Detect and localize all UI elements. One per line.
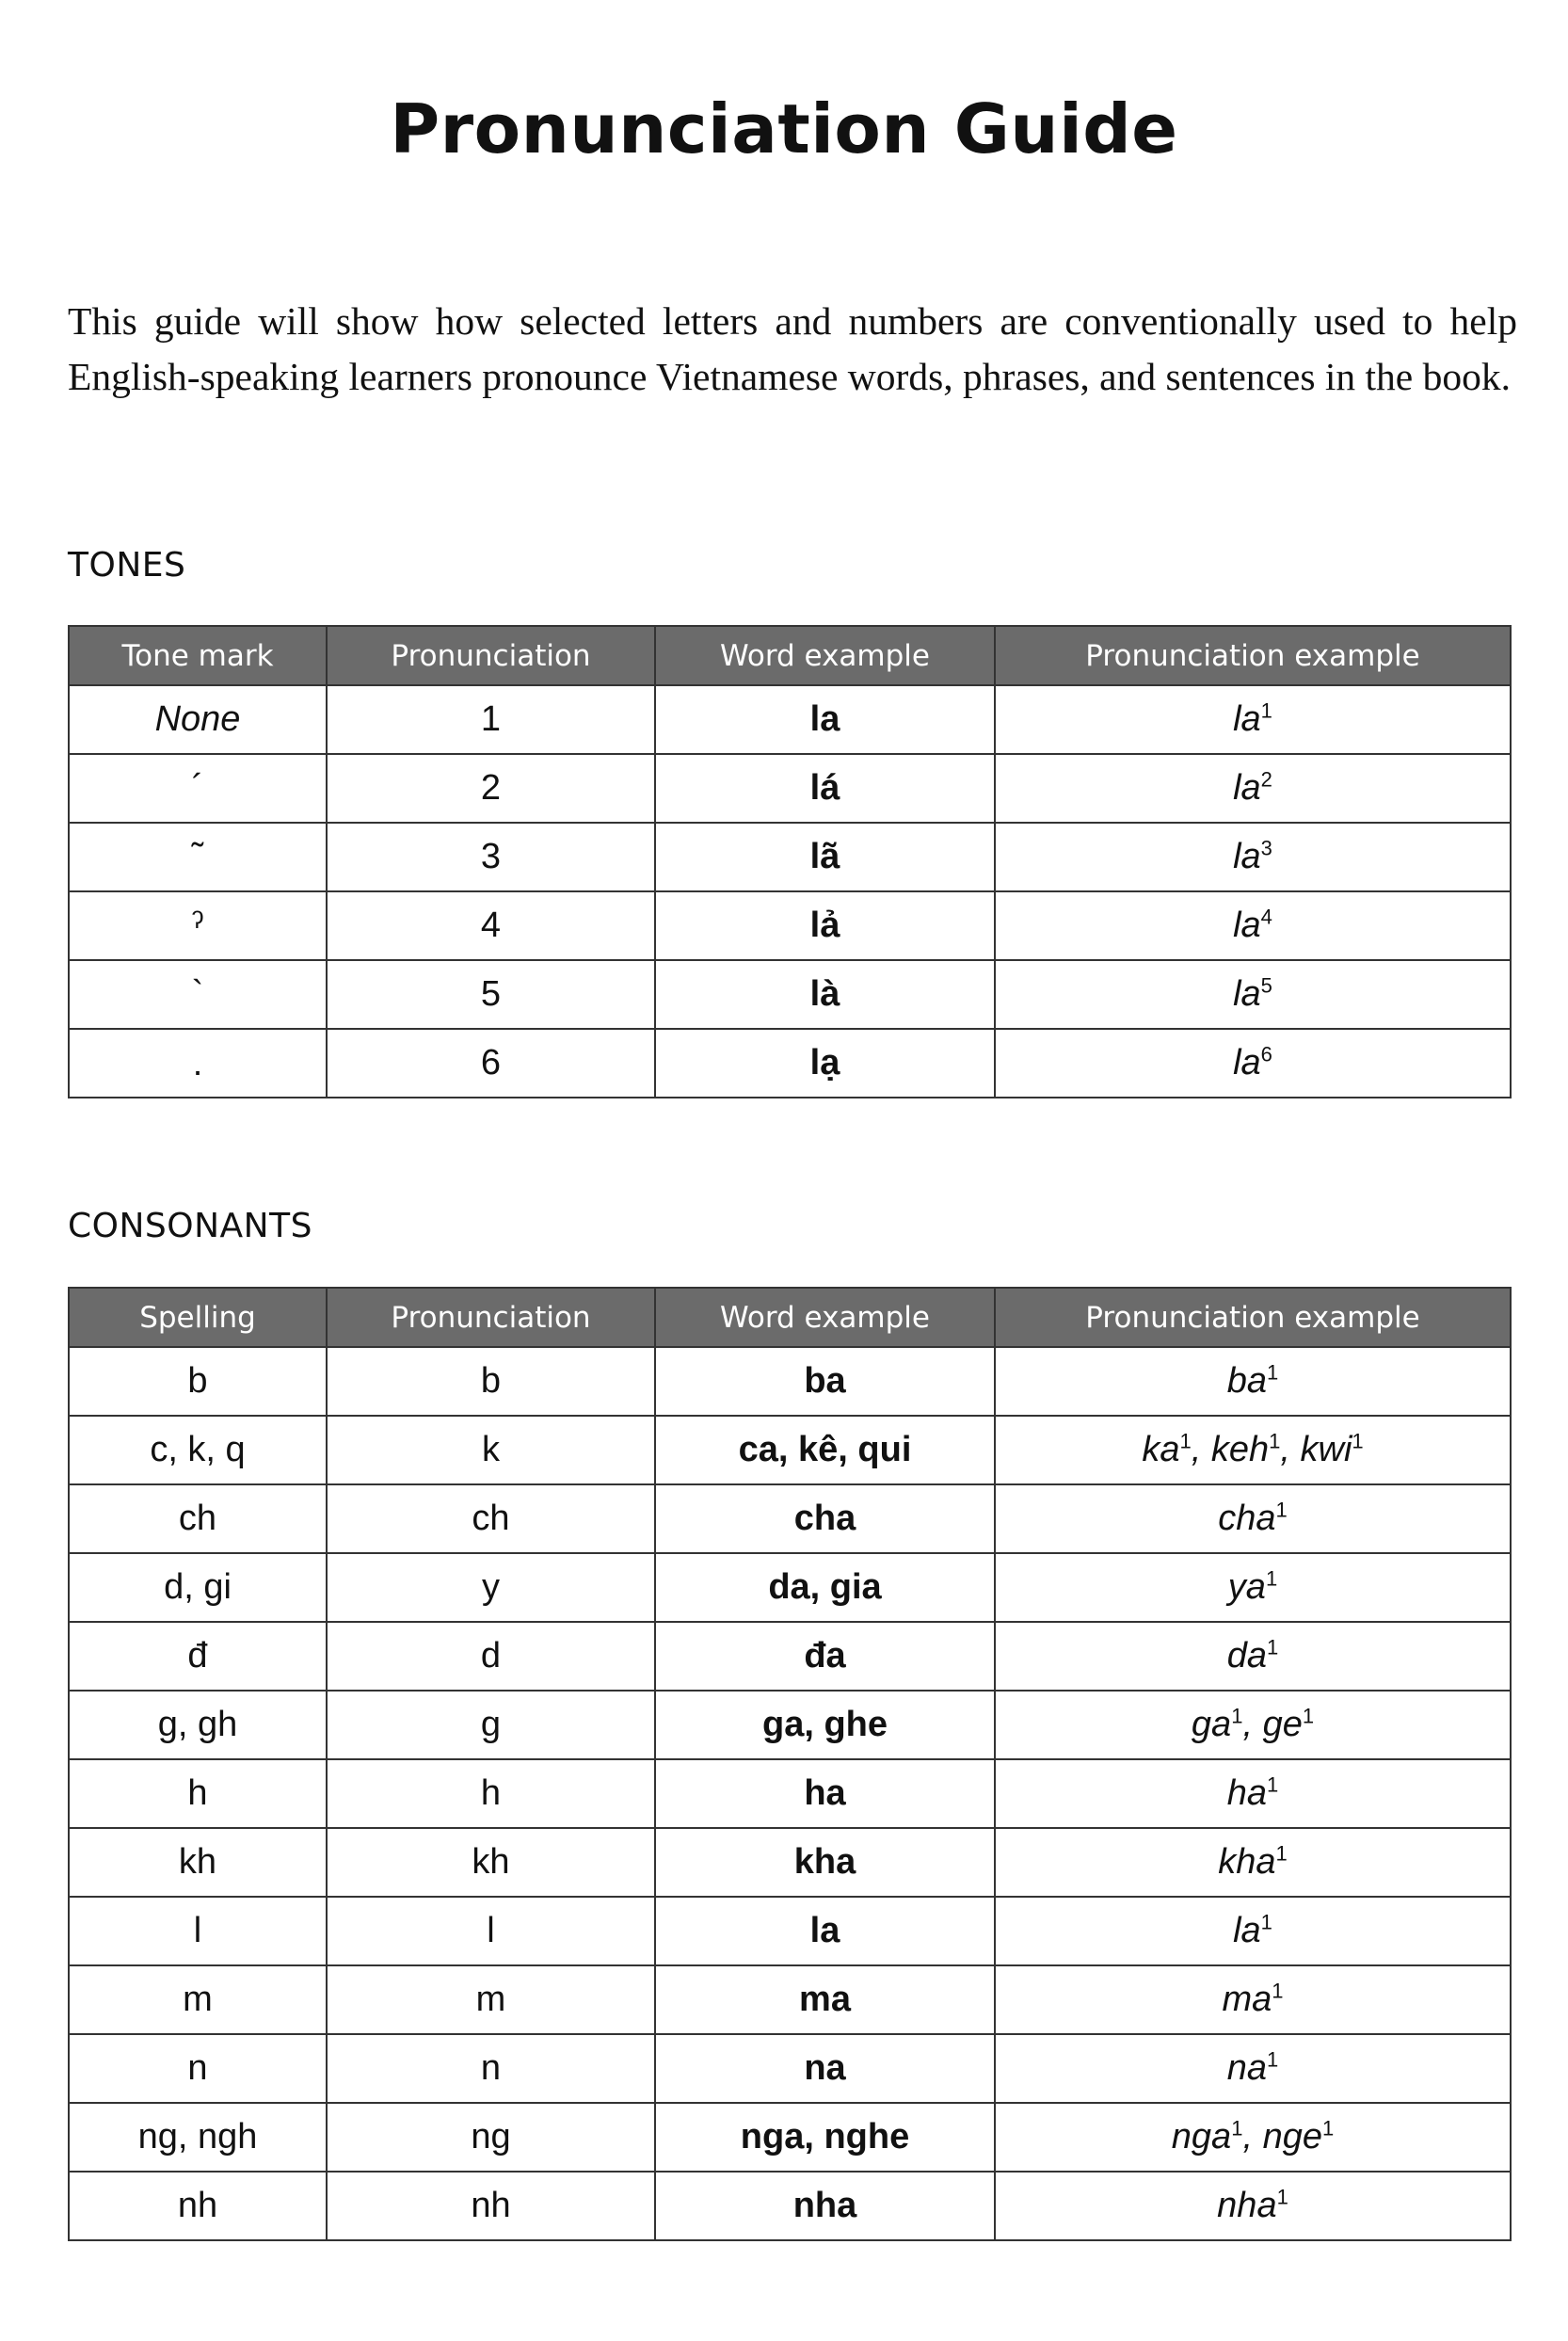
- tone-number: 1: [1269, 1429, 1281, 1453]
- pronunciation-cell: 2: [327, 754, 655, 823]
- tone-number: 1: [1265, 1566, 1278, 1591]
- table-row: [69, 754, 1511, 823]
- pronunciation-cell: 3: [327, 823, 655, 891]
- tone-number: 1: [1275, 1841, 1288, 1866]
- spelling-cell: ng, ngh: [69, 2103, 327, 2172]
- tone-mark-cell: `: [69, 960, 327, 1029]
- pronunciation-example-cell: [995, 1759, 1511, 1828]
- pronunciation-example-cell: [995, 1965, 1511, 2034]
- spelling-cell: g, gh: [69, 1691, 327, 1759]
- pronunciation-example-cell: [995, 891, 1511, 960]
- word-example-cell: la: [655, 685, 995, 754]
- spelling-cell: m: [69, 1965, 327, 2034]
- table-row: [69, 1484, 1511, 1553]
- tone-mark-cell: ˀ: [69, 891, 327, 960]
- tone-number: 6: [1260, 1042, 1272, 1066]
- column-header-pronunciation-example: Pronunciation example: [995, 626, 1511, 685]
- word-example-cell: kha: [655, 1828, 995, 1897]
- example-base: nga: [1171, 2117, 1232, 2157]
- word-example-cell: lạ: [655, 1029, 995, 1098]
- tone-number: 1: [1267, 1772, 1279, 1797]
- table-row: [69, 1965, 1511, 2034]
- table-row: [69, 823, 1511, 891]
- pronunciation-cell: ch: [327, 1484, 655, 1553]
- pronunciation-cell: d: [327, 1622, 655, 1691]
- table-row: [69, 2172, 1511, 2240]
- table-row: [69, 1759, 1511, 1828]
- pronunciation-cell: 6: [327, 1029, 655, 1098]
- example-base: ga: [1191, 1705, 1232, 1744]
- example-base: ma: [1222, 1980, 1272, 2019]
- spelling-cell: ch: [69, 1484, 327, 1553]
- table-row: [69, 685, 1511, 754]
- table-row: [69, 1029, 1511, 1098]
- table-row: [69, 1416, 1511, 1484]
- word-example-cell: ba: [655, 1347, 995, 1416]
- pronunciation-example-cell: [995, 2034, 1511, 2103]
- example-separator: ,: [1242, 1705, 1263, 1744]
- example-base: nge: [1262, 2117, 1322, 2157]
- word-example-cell: ga, ghe: [655, 1691, 995, 1759]
- word-example-cell: cha: [655, 1484, 995, 1553]
- tone-mark-cell: ˜: [69, 823, 327, 891]
- pronunciation-cell: y: [327, 1553, 655, 1622]
- pronunciation-cell: 1: [327, 685, 655, 754]
- tone-number: 1: [1267, 1360, 1279, 1385]
- tone-number: 2: [1260, 767, 1272, 792]
- table-row: [69, 960, 1511, 1029]
- pronunciation-example-cell: [995, 2103, 1511, 2172]
- example-base: la: [1233, 1043, 1261, 1082]
- consonants-header-row: [69, 1288, 1511, 1347]
- spelling-cell: đ: [69, 1622, 327, 1691]
- intro-paragraph: This guide will show how selected letters and numbers are conventionally used to help English-speaking learners pronounce Vietnamese words, phrases, and sentences in the book.: [68, 299, 1517, 398]
- pronunciation-example-cell: [995, 685, 1511, 754]
- example-separator: ,: [1280, 1430, 1301, 1469]
- table-row: [69, 1622, 1511, 1691]
- tone-number: 1: [1179, 1429, 1192, 1453]
- pronunciation-example-cell: [995, 823, 1511, 891]
- spelling-cell: b: [69, 1347, 327, 1416]
- word-example-cell: ma: [655, 1965, 995, 2034]
- pronunciation-cell: m: [327, 1965, 655, 2034]
- example-base: ya: [1227, 1567, 1266, 1607]
- pronunciation-cell: h: [327, 1759, 655, 1828]
- tone-number: 1: [1267, 1635, 1279, 1660]
- example-base: la: [1233, 768, 1261, 808]
- tone-number: 1: [1267, 2047, 1279, 2072]
- column-header-word-example: Word example: [655, 626, 995, 685]
- tone-number: 1: [1260, 698, 1272, 723]
- table-row: [69, 1553, 1511, 1622]
- tone-number: 1: [1321, 2116, 1335, 2141]
- pronunciation-example-cell: [995, 754, 1511, 823]
- pronunciation-example-cell: [995, 1416, 1511, 1484]
- pronunciation-cell: k: [327, 1416, 655, 1484]
- tone-number: 1: [1352, 1429, 1364, 1453]
- example-base: la: [1233, 837, 1261, 876]
- column-header-pronunciation: Pronunciation: [327, 626, 655, 685]
- pronunciation-cell: 5: [327, 960, 655, 1029]
- example-base: ha: [1226, 1773, 1268, 1813]
- word-example-cell: lả: [655, 891, 995, 960]
- tone-number: 1: [1231, 2116, 1243, 2141]
- tone-number: 5: [1260, 973, 1272, 998]
- pronunciation-example-cell: [995, 1029, 1511, 1098]
- column-header-spelling: Spelling: [69, 1288, 327, 1347]
- table-row: [69, 2103, 1511, 2172]
- spelling-cell: nh: [69, 2172, 327, 2240]
- word-example-cell: la: [655, 1897, 995, 1965]
- example-base: la: [1233, 906, 1261, 945]
- pronunciation-example-cell: [995, 1622, 1511, 1691]
- word-example-cell: nha: [655, 2172, 995, 2240]
- pronunciation-cell: ng: [327, 2103, 655, 2172]
- example-separator: ,: [1191, 1430, 1211, 1469]
- example-base: da: [1226, 1636, 1268, 1676]
- column-header-tone-mark: Tone mark: [69, 626, 327, 685]
- example-base: na: [1226, 2048, 1268, 2088]
- word-example-cell: ca, kê, qui: [655, 1416, 995, 1484]
- spelling-cell: n: [69, 2034, 327, 2103]
- tone-number: 1: [1275, 1498, 1288, 1522]
- pronunciation-cell: n: [327, 2034, 655, 2103]
- pronunciation-cell: l: [327, 1897, 655, 1965]
- table-row: [69, 1828, 1511, 1897]
- pronunciation-cell: nh: [327, 2172, 655, 2240]
- page-title: Pronunciation Guide: [390, 89, 1178, 168]
- tone-number: 1: [1260, 1910, 1272, 1934]
- column-header-pronunciation-example: Pronunciation example: [995, 1288, 1511, 1347]
- tone-number: 4: [1260, 905, 1272, 929]
- pronunciation-example-cell: [995, 1897, 1511, 1965]
- example-base: la: [1233, 974, 1261, 1014]
- pronunciation-example-cell: [995, 960, 1511, 1029]
- tones-heading: TONES: [68, 546, 186, 585]
- pronunciation-cell: 4: [327, 891, 655, 960]
- word-example-cell: lã: [655, 823, 995, 891]
- word-example-cell: na: [655, 2034, 995, 2103]
- word-example-cell: da, gia: [655, 1553, 995, 1622]
- pronunciation-example-cell: [995, 1484, 1511, 1553]
- table-row: [69, 1897, 1511, 1965]
- word-example-cell: là: [655, 960, 995, 1029]
- tone-mark-cell: ´: [69, 754, 327, 823]
- table-row: [69, 2034, 1511, 2103]
- word-example-cell: ha: [655, 1759, 995, 1828]
- spelling-cell: h: [69, 1759, 327, 1828]
- tones-header-row: [69, 626, 1511, 685]
- pronunciation-example-cell: [995, 1347, 1511, 1416]
- example-base: ge: [1262, 1705, 1303, 1744]
- example-base: ba: [1226, 1361, 1268, 1401]
- spelling-cell: d, gi: [69, 1553, 327, 1622]
- column-header-pronunciation: Pronunciation: [327, 1288, 655, 1347]
- consonants-table: [68, 1287, 1512, 2241]
- pronunciation-example-cell: [995, 2172, 1511, 2240]
- table-row: [69, 891, 1511, 960]
- pronunciation-cell: g: [327, 1691, 655, 1759]
- tone-mark-cell: None: [69, 685, 327, 754]
- example-base: kha: [1218, 1842, 1276, 1882]
- pronunciation-cell: kh: [327, 1828, 655, 1897]
- pronunciation-example-cell: [995, 1553, 1511, 1622]
- pronunciation-cell: b: [327, 1347, 655, 1416]
- table-row: [69, 1691, 1511, 1759]
- column-header-word-example: Word example: [655, 1288, 995, 1347]
- tone-number: 1: [1276, 2185, 1288, 2209]
- consonants-heading: CONSONANTS: [68, 1207, 312, 1245]
- tone-number: 1: [1302, 1704, 1315, 1728]
- example-base: la: [1233, 699, 1261, 739]
- tone-number: 1: [1272, 1979, 1284, 2003]
- tones-table: [68, 625, 1512, 1098]
- example-base: nha: [1217, 2186, 1277, 2225]
- example-base: ka: [1142, 1430, 1180, 1469]
- word-example-cell: đa: [655, 1622, 995, 1691]
- table-row: [69, 1347, 1511, 1416]
- tone-number: 3: [1260, 836, 1272, 860]
- word-example-cell: lá: [655, 754, 995, 823]
- pronunciation-example-cell: [995, 1828, 1511, 1897]
- example-base: cha: [1218, 1499, 1276, 1538]
- tone-number: 1: [1231, 1704, 1243, 1728]
- spelling-cell: kh: [69, 1828, 327, 1897]
- spelling-cell: l: [69, 1897, 327, 1965]
- spelling-cell: c, k, q: [69, 1416, 327, 1484]
- example-base: keh: [1210, 1430, 1270, 1469]
- example-separator: ,: [1242, 2117, 1263, 2157]
- tone-mark-cell: .: [69, 1029, 327, 1098]
- example-base: la: [1233, 1911, 1261, 1950]
- word-example-cell: nga, nghe: [655, 2103, 995, 2172]
- example-base: kwi: [1300, 1430, 1352, 1469]
- pronunciation-example-cell: [995, 1691, 1511, 1759]
